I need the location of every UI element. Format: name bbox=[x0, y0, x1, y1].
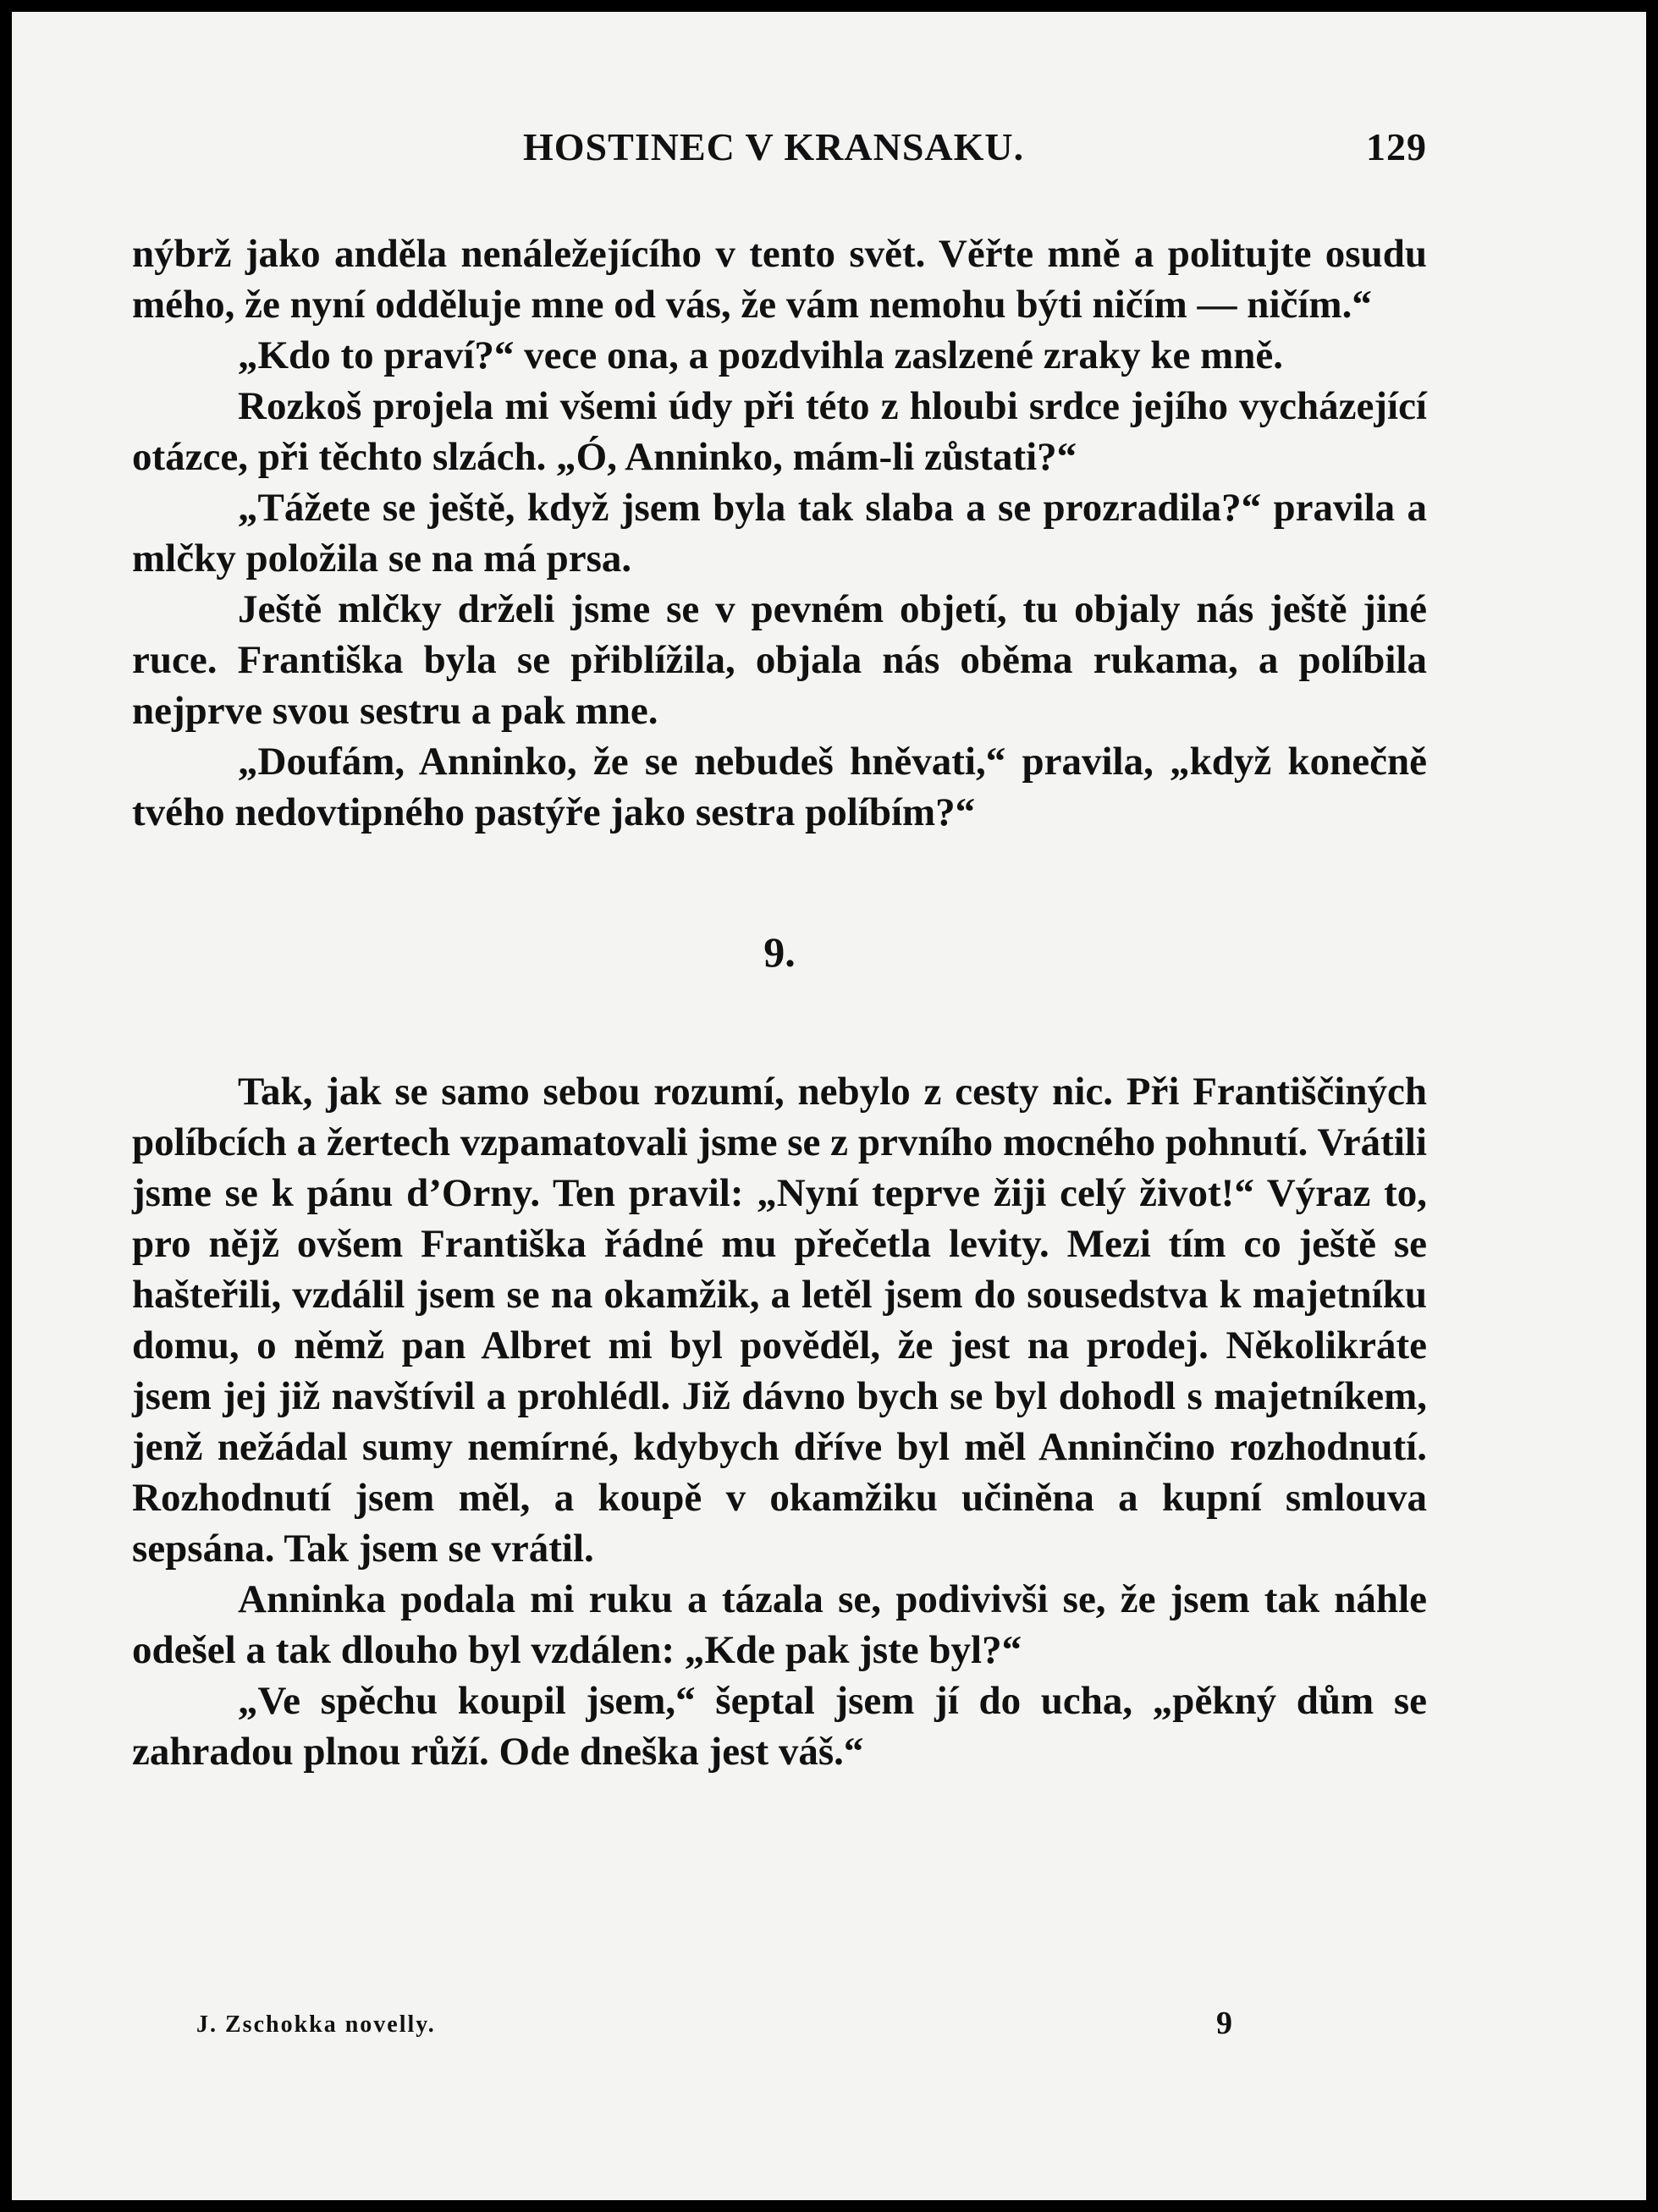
paragraph: nýbrž jako anděla nenáležejícího v tento svět. Věřte mně a politujte osudu mého, že nyní odděluje mne od vás, že vám nemohu býti ničím — ničím.“ bbox=[132, 232, 1427, 327]
footer-author-line: J. Zschokka novelly. bbox=[196, 2011, 436, 2038]
paragraph: „Ve spěchu koupil jsem,“ šeptal jsem jí do ucha, „pěkný dům se zahradou plnou růží. Ode dneška jest váš.“ bbox=[132, 1679, 1427, 1774]
page-header bbox=[12, 124, 1646, 175]
page-number: 129 bbox=[1366, 125, 1427, 168]
paragraph: Anninka podala mi ruku a tázala se, podivivši se, že jsem tak náhle odešel a tak dlouho byl vzdálen: „Kde pak jste byl?“ bbox=[132, 1577, 1427, 1672]
page-footer bbox=[12, 2006, 1646, 2045]
paragraph: Rozkoš projela mi všemi údy při této z hloubi srdce jejího vycházející otázce, při těchto slzách. „Ó, Anninko, mám-li zůstati?“ bbox=[132, 384, 1427, 479]
body-text bbox=[132, 228, 1427, 1777]
section-number: 9. bbox=[763, 928, 796, 976]
paragraph: „Kdo to praví?“ vece ona, a pozdvihla zaslzené zraky ke mně. bbox=[238, 333, 1283, 377]
signature-mark: 9 bbox=[1216, 2006, 1232, 2041]
paragraph: Ještě mlčky drželi jsme se v pevném objetí, tu objaly nás ještě jiné ruce. Františka byla se přiblížila, objala nás oběma rukama, a políbila nejprve svou sestru a pak mne. bbox=[132, 587, 1427, 733]
paragraph: „Tážete se ještě, když jsem byla tak slaba a se prozradila?“ pravila a mlčky položila se na má prsa. bbox=[132, 486, 1427, 581]
paragraph: „Doufám, Anninko, že se nebudeš hněvati,“ pravila, „když konečně tvého nedovtipného pastýře jako sestra políbím?“ bbox=[132, 740, 1427, 834]
book-page bbox=[12, 12, 1646, 2200]
running-title: HOSTINEC V KRANSAKU. bbox=[523, 125, 1025, 168]
paragraph: Tak, jak se samo sebou rozumí, nebylo z cesty nic. Při Františčiných políbcích a žertech vzpamatovali jsme se z prvního mocného pohnutí. Vrátili jsme se k pánu d’Orny. Ten pravil: „Nyní teprve žiji celý život!“ Výraz to, pro nějž ovšem Františka řádné mu přečetla levity. Mezi tím co ještě se hašteřili, vzdálil jsem se na okamžik, a letěl jsem do sousedstva k majetníku domu, o němž pan Albret mi byl pověděl, že jest na prodej. Několikráte jsem jej již navštívil a prohlédl. Již dávno bych se byl dohodl s majetníkem, jenž nežádal sumy nemírné, kdybych dříve byl měl Anninčino rozhodnutí. Rozhodnutí jsem měl, a koupě v okamžiku učiněna a kupní smlouva sepsána. Tak jsem se vrátil. bbox=[132, 1070, 1427, 1571]
